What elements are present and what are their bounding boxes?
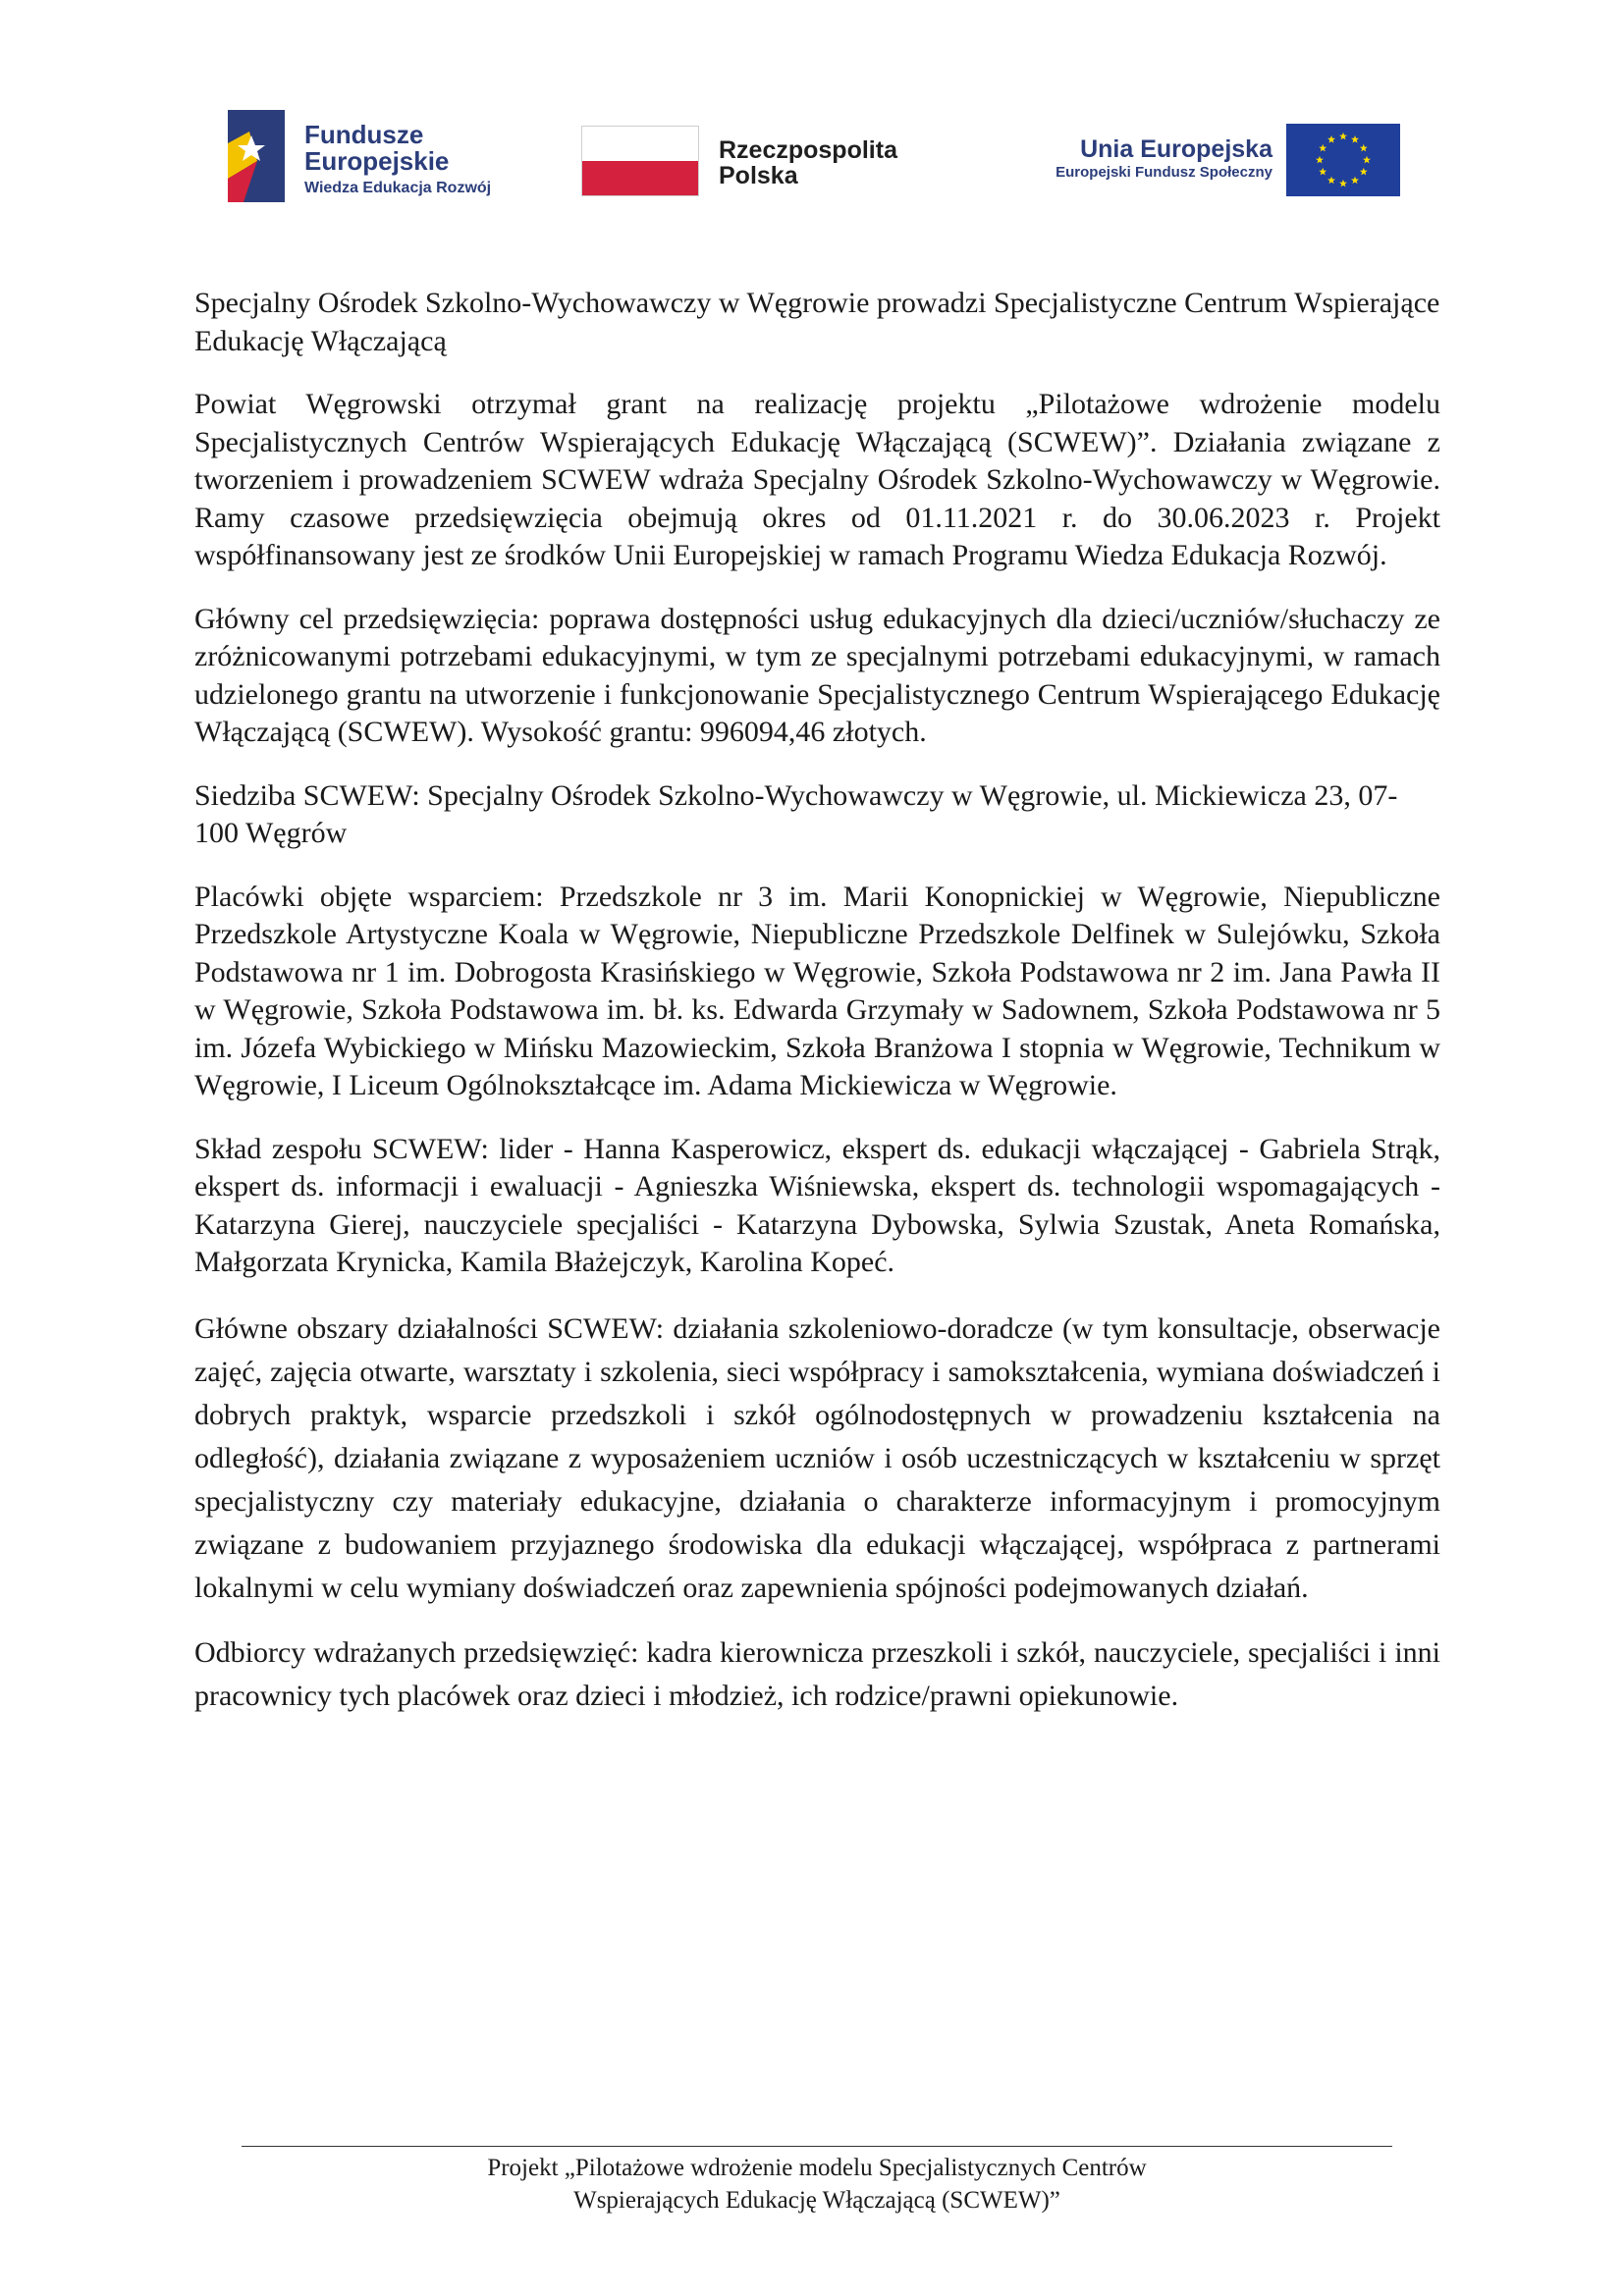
paragraph-activity-areas: Główne obszary działalności SCWEW: działania szkoleniowo-doradcze (w tym konsultacje, obserwacje zajęć, zajęcia otwarte, warsztaty i szkolenia, sieci współpracy i samokształcenia, wymiana doświadczeń i dobrych praktyk, wsparcie przedszkoli i szkół ogólnodostępnych w prowadzeniu kształcenia na odległość), działania związane z wyposażeniem uczniów i osób uczestniczących w kształceniu w sprzęt specjalistyczny czy materiały edukacyjne, działania o charakterze informacyjnym i promocyjnym związane z budowaniem przyjaznego środowiska dla edukacji włączającej, współpraca z partnerami lokalnymi w celu wymiany doświadczeń oraz zapewnienia spójności podejmowanych działań. xyxy=(194,1311,1440,1604)
footer-line1: Projekt „Pilotażowe wdrożenie modelu Specjalistycznych Centrów xyxy=(487,2155,1147,2181)
fundusze-line1: Fundusze xyxy=(304,120,424,149)
rzeczpospolita-text xyxy=(719,137,897,188)
rzeczpospolita-line2: Polska xyxy=(719,162,798,189)
unia-line1: Unia Europejska xyxy=(1080,135,1272,163)
footer-divider xyxy=(242,2146,1392,2147)
paragraph-team: Skład zespołu SCWEW: lider - Hanna Kasperowicz, ekspert ds. edukacji włączającej - Gabriela Strąk, ekspert ds. informacji i ewaluacji - Agnieszka Wiśniewska, ekspert ds. technologii wspomagających - Katarzyna Gierej, nauczyciele specjaliści - Katarzyna Dybowska, Sylwia Szustak, Aneta Romańska, Małgorzata Krynicka, Kamila Błażejczyk, Karolina Kopeć. xyxy=(194,1132,1440,1278)
paragraph-recipients: Odbiorcy wdrażanych przedsięwzięć: kadra kierownicza przeszkoli i szkół, nauczyciele, specjaliści i inni pracownicy tych placówek oraz dzieci i młodzież, ich rodzice/prawni opiekunowie. xyxy=(194,1635,1440,1712)
document-heading: Specjalny Ośrodek Szkolno-Wychowawczy w Węgrowie prowadzi Specjalistyczne Centrum Wspierające Edukację Włączającą xyxy=(194,287,1440,357)
fundusze-europejskie-mark-icon xyxy=(228,110,285,202)
rzeczpospolita-line1: Rzeczpospolita xyxy=(719,136,897,164)
unia-line2: Europejski Fundusz Społeczny xyxy=(1056,164,1272,181)
document-body xyxy=(194,285,1440,1739)
logo-bar xyxy=(0,108,1624,206)
footer xyxy=(242,2152,1392,2216)
fundusze-line3: Wiedza Edukacja Rozwój xyxy=(304,180,492,196)
paragraph-address: Siedziba SCWEW: Specjalny Ośrodek Szkolno-Wychowawczy w Węgrowie, ul. Mickiewicza 23, 07-100 Węgrów xyxy=(194,778,1398,849)
eu-flag-icon xyxy=(1286,124,1400,196)
fundusze-europejskie-logo xyxy=(228,108,522,206)
unia-europejska-text xyxy=(1056,135,1272,183)
paragraph-grant: Powiat Węgrowski otrzymał grant na realizację projektu „Pilotażowe wdrożenie modelu Specjalistycznych Centrów Wspierających Edukację Włączającą (SCWEW)”. Działania związane z tworzeniem i prowadzeniem SCWEW wdraża Specjalny Ośrodek Szkolno-Wychowawczy w Węgrowie. Ramy czasowe przedsięwzięcia obejmują okres od 01.11.2021 r. do 30.06.2023 r. Projekt współfinansowany jest ze środków Unii Europejskiej w ramach Programu Wiedza Edukacja Rozwój. xyxy=(194,388,1440,571)
rzeczpospolita-polska-logo xyxy=(581,108,935,206)
unia-europejska-logo xyxy=(988,108,1400,206)
fundusze-europejskie-text xyxy=(304,122,491,200)
polish-flag-icon xyxy=(581,126,699,196)
paragraph-main-goal: Główny cel przedsięwzięcia: poprawa dostępności usług edukacyjnych dla dzieci/uczniów/słuchaczy ze zróżnicowanymi potrzebami edukacyjnymi, w tym ze specjalnymi potrzebami edukacyjnymi, w ramach udzielonego grantu na utworzenie i funkcjonowanie Specjalistycznego Centrum Wspierającego Edukację Włączającą (SCWEW). Wysokość grantu: 996094,46 złotych. xyxy=(194,602,1440,748)
fundusze-line2: Europejskie xyxy=(304,146,450,176)
paragraph-supported-schools: Placówki objęte wsparciem: Przedszkole nr 3 im. Marii Konopnickiej w Węgrowie, Niepubliczne Przedszkole Artystyczne Koala w Węgrowie, Niepubliczne Przedszkole Delfinek w Sulejówku, Szkoła Podstawowa nr 1 im. Dobrogosta Krasińskiego w Węgrowie, Szkoła Podstawowa nr 2 im. Jana Pawła II w Węgrowie, Szkoła Podstawowa im. bł. ks. Edwarda Grzymały w Sadownem, Szkoła Podstawowa nr 5 im. Józefa Wybickiego w Mińsku Mazowieckim, Szkoła Branżowa I stopnia w Węgrowie, Technikum w Węgrowie, I Liceum Ogólnokształcące im. Adama Mickiewicza w Węgrowie. xyxy=(194,880,1440,1101)
footer-line2: Wspierających Edukację Włączającą (SCWEW)” xyxy=(573,2187,1060,2214)
